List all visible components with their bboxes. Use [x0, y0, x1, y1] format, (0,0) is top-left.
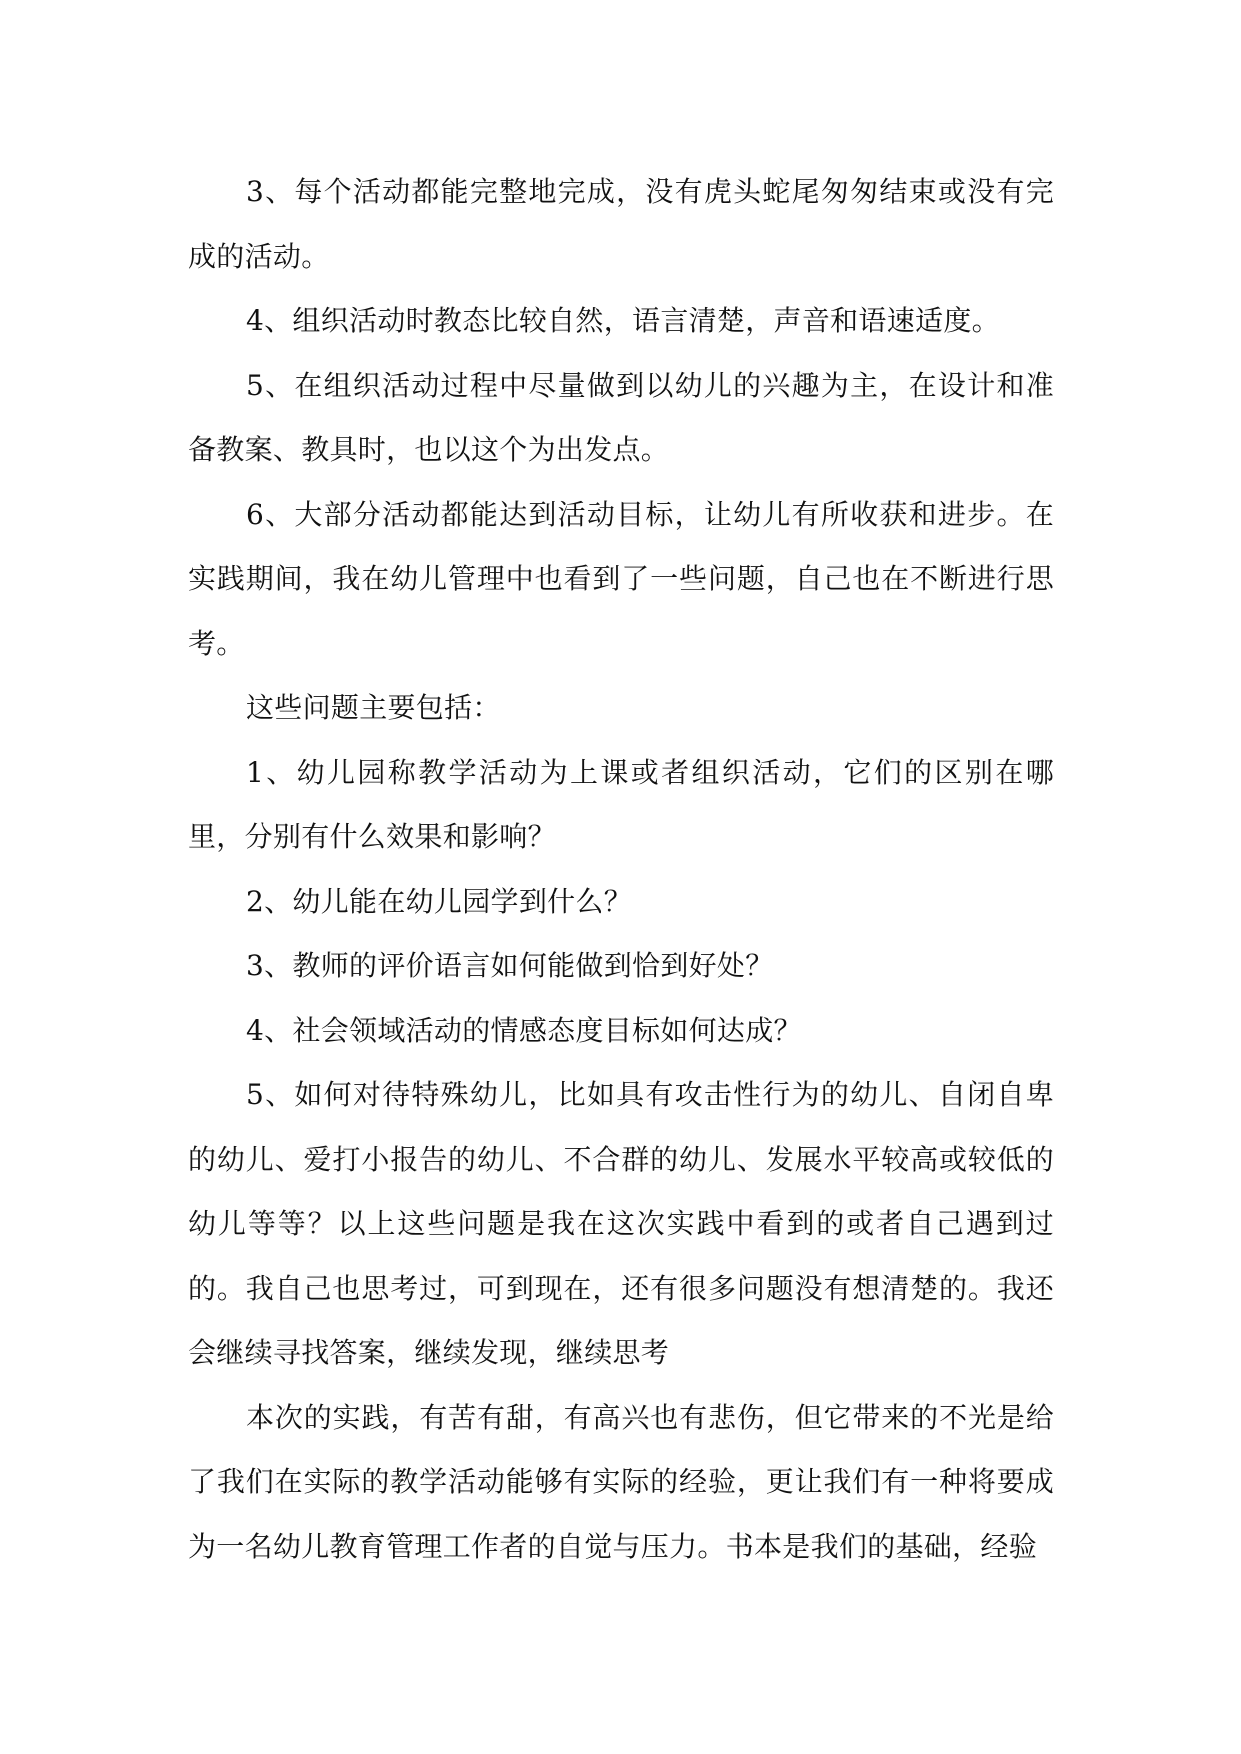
paragraph-11: 本次的实践，有苦有甜，有高兴也有悲伤，但它带来的不光是给了我们在实际的教学活动能够有实际的经验，更让我们有一种将要成为一名幼儿教育管理工作者的自觉与压力。书本是我们的基础，经验 [188, 1400, 1054, 1563]
paragraph-7: 2、幼儿能在幼儿园学到什么？ [246, 884, 633, 918]
document-body [188, 160, 1054, 1579]
paragraph-10: 5、如何对待特殊幼儿，比如具有攻击性行为的幼儿、自闭自卑的幼儿、爱打小报告的幼儿、不合群的幼儿、发展水平较高或较低的幼儿等等？以上这些问题是我在这次实践中看到的或者自己遇到过的。我自己也思考过，可到现在，还有很多问题没有想清楚的。我还会继续寻找答案，继续发现，继续思考 [188, 1078, 1054, 1369]
paragraph-4: 6、大部分活动都能达到活动目标，让幼儿有所收获和进步。在实践期间，我在幼儿管理中也看到了一些问题，自己也在不断进行思考。 [188, 497, 1054, 660]
paragraph-9: 4、社会领域活动的情感态度目标如何达成？ [246, 1013, 802, 1047]
paragraph-2: 4、组织活动时教态比较自然，语言清楚，声音和语速适度。 [246, 304, 1000, 337]
paragraph-3: 5、在组织活动过程中尽量做到以幼儿的兴趣为主，在设计和准备教案、教具时，也以这个为出发点。 [188, 368, 1054, 466]
paragraph-6: 1、幼儿园称教学活动为上课或者组织活动，它们的区别在哪里，分别有什么效果和影响？ [188, 755, 1054, 853]
paragraph-1: 3、每个活动都能完整地完成，没有虎头蛇尾匆匆结束或没有完成的活动。 [188, 175, 1054, 273]
paragraph-5: 这些问题主要包括： [246, 691, 501, 724]
paragraph-8: 3、教师的评价语言如何能做到恰到好处？ [246, 949, 774, 982]
